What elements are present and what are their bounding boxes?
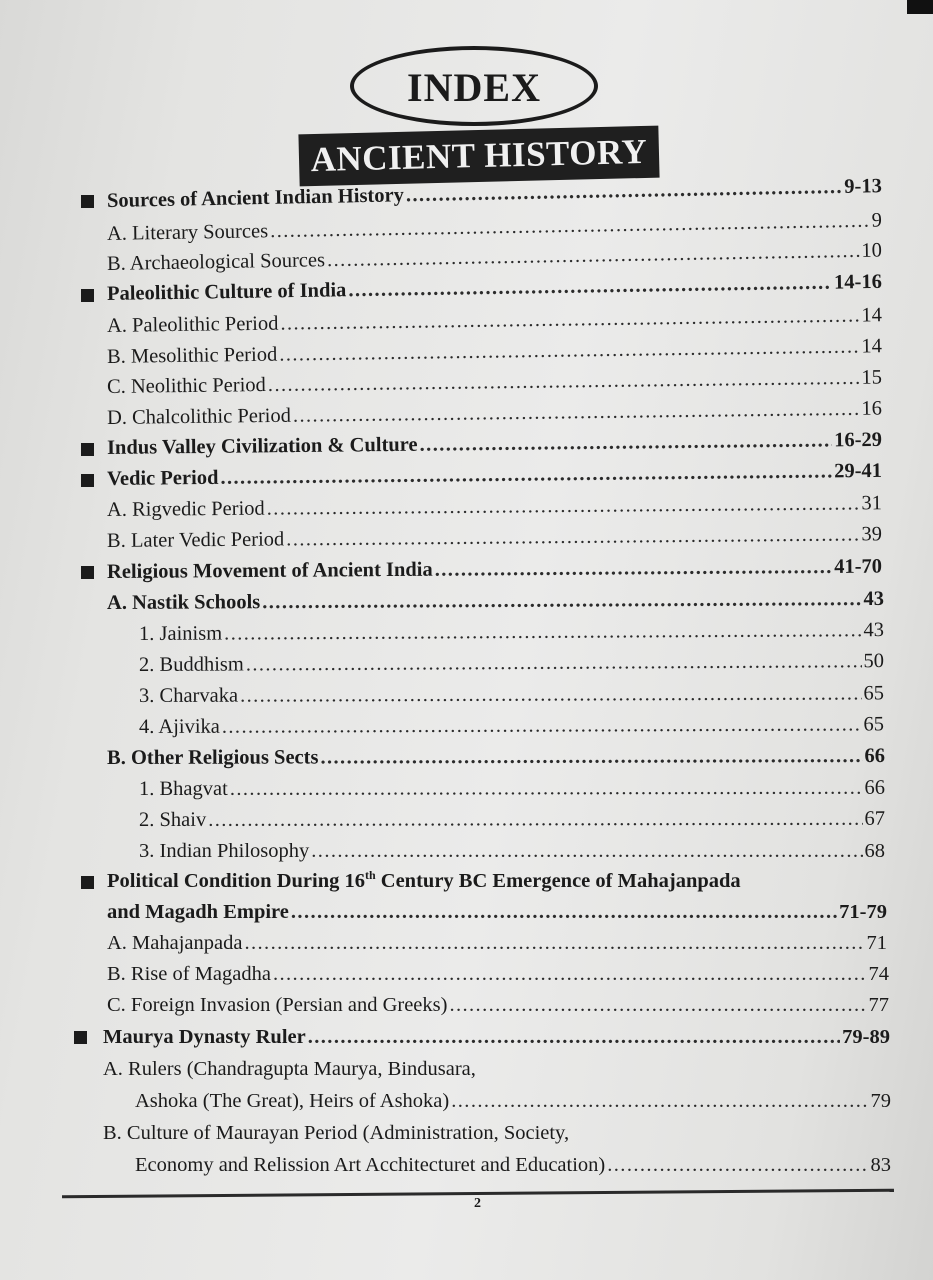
- dot-leader: [222, 711, 862, 739]
- entry-title: Sources of Ancient Indian History: [106, 184, 405, 212]
- entry-title: 2. Shaiv: [138, 808, 207, 831]
- entry-title: A. Literary Sources: [106, 220, 269, 245]
- entry-title: B. Later Vedic Period: [106, 528, 285, 552]
- bullet-icon: [81, 195, 94, 208]
- page-number: 2: [474, 1196, 481, 1211]
- toc-entry: [107, 458, 882, 492]
- section-banner: ANCIENT HISTORY: [298, 126, 659, 187]
- entry-page: 79: [870, 1090, 891, 1112]
- toc-entry: [107, 554, 882, 585]
- toc-entry: [139, 648, 884, 678]
- entry-title: Economy and Relission Art Acchitecturet and Education): [135, 1154, 606, 1176]
- toc-entry: [107, 899, 887, 925]
- toc-entry: [139, 617, 884, 647]
- entry-page: 29-41: [834, 459, 883, 483]
- dot-leader: [419, 427, 832, 457]
- entry-page: 16: [861, 397, 883, 420]
- entry-page: 68: [864, 840, 885, 862]
- entry-page: 71: [866, 932, 887, 954]
- entry-page: 10: [861, 239, 883, 262]
- entry-title-part: Political Condition During 16: [107, 870, 365, 892]
- dot-leader: [246, 648, 862, 677]
- entry-title: B. Other Religious Sects: [106, 746, 319, 769]
- entry-title: Maurya Dynasty Ruler: [103, 1026, 306, 1048]
- entry-page: 14: [861, 304, 883, 327]
- entry-page: 9-13: [844, 175, 883, 198]
- entry-title: C. Foreign Invasion (Persian and Greeks): [107, 994, 448, 1016]
- entry-title-part: Century BC Emergence of Mahajanpada: [375, 870, 741, 892]
- bullet-icon: [81, 876, 94, 889]
- dot-leader: [449, 992, 866, 1018]
- dot-leader: [435, 554, 833, 583]
- dot-leader: [220, 458, 832, 490]
- toc-entry: [135, 1088, 891, 1114]
- dot-leader: [244, 930, 864, 956]
- entry-page: 41-70: [834, 555, 883, 578]
- entry-page: 14-16: [833, 270, 883, 294]
- entry-title: 3. Charvaka: [138, 684, 239, 707]
- entry-title: A. Rigvedic Period: [106, 497, 265, 521]
- entry-title: Ashoka (The Great), Heirs of Ashoka): [135, 1090, 450, 1112]
- entry-title: A. Nastik Schools: [106, 591, 261, 614]
- dot-leader: [327, 238, 860, 273]
- entry-title: B. Rise of Magadha: [107, 963, 271, 985]
- entry-title-line: [107, 868, 741, 894]
- toc-entry: [107, 743, 885, 771]
- toc-entry: [107, 961, 889, 987]
- entry-title: 1. Bhagvat: [138, 777, 228, 800]
- entry-page: 31: [861, 492, 883, 515]
- entry-title: 1. Jainism: [138, 622, 223, 645]
- dot-leader: [273, 961, 867, 987]
- ordinal-suffix: th: [364, 868, 376, 883]
- corner-mark: [907, 0, 933, 14]
- toc-entry: [103, 1024, 890, 1050]
- index-oval-badge: [350, 46, 598, 126]
- bullet-icon: [74, 1031, 87, 1044]
- entry-title: B. Mesolithic Period: [106, 343, 278, 368]
- entry-title: D. Chalcolithic Period: [106, 404, 292, 429]
- toc-entry: [135, 1152, 891, 1178]
- bullet-icon: [81, 289, 94, 302]
- toc-entry: [139, 711, 884, 740]
- entry-title: Vedic Period: [106, 466, 219, 490]
- entry-page: 65: [863, 713, 885, 736]
- toc-entry: [107, 521, 882, 554]
- toc-entry: [139, 680, 884, 709]
- toc-entry: [107, 992, 889, 1018]
- toc-entry: [107, 365, 882, 400]
- dot-leader: [308, 1024, 840, 1050]
- entry-title: Religious Movement of Ancient India: [106, 558, 433, 583]
- entry-page: 43: [863, 587, 885, 611]
- dot-leader: [279, 333, 860, 367]
- toc-entry: [139, 838, 885, 864]
- entry-page: 66: [864, 744, 886, 768]
- entry-title: A. Mahajanpada: [107, 932, 243, 954]
- entry-title-line: A. Rulers (Chandragupta Maurya, Bindusara,: [103, 1058, 476, 1080]
- dot-leader: [240, 680, 862, 708]
- entry-page: 71-79: [839, 901, 887, 923]
- toc-entry: [107, 586, 884, 616]
- toc-entry: [107, 490, 882, 523]
- entry-page: 67: [864, 807, 886, 830]
- entry-title-line: B. Culture of Maurayan Period (Administration, Society,: [103, 1122, 570, 1144]
- entry-page: 43: [863, 619, 885, 642]
- toc-entry: [107, 333, 882, 370]
- bullet-icon: [81, 443, 94, 456]
- bullet-icon: [81, 566, 94, 579]
- entry-title: 3. Indian Philosophy: [139, 840, 310, 862]
- entry-title: Paleolithic Culture of India: [106, 279, 347, 305]
- dot-leader: [348, 270, 832, 304]
- dot-leader: [262, 586, 861, 615]
- entry-page: 74: [868, 963, 889, 985]
- entry-title: 4. Ajivika: [138, 715, 220, 738]
- entry-page: 79-89: [842, 1026, 890, 1048]
- toc-entry: [107, 427, 882, 461]
- bullet-icon: [81, 474, 94, 487]
- dot-leader: [311, 838, 862, 864]
- toc-entry: [107, 396, 882, 431]
- entry-title: B. Archaeological Sources: [106, 249, 326, 275]
- entry-page: 14: [861, 335, 883, 358]
- entry-page: 15: [861, 366, 883, 389]
- toc-entry: [107, 302, 882, 339]
- entry-title: C. Neolithic Period: [106, 374, 266, 398]
- entry-title: 2. Buddhism: [138, 653, 244, 676]
- dot-leader: [280, 302, 859, 336]
- entry-page: 39: [861, 523, 883, 546]
- dot-leader: [293, 396, 860, 429]
- toc-entry: [139, 775, 885, 802]
- toc-entry: [139, 806, 885, 833]
- entry-title: Indus Valley Civilization & Culture: [106, 433, 418, 459]
- entry-title: and Magadh Empire: [107, 901, 289, 923]
- dot-leader: [267, 490, 860, 521]
- entry-page: 9: [871, 209, 883, 232]
- entry-page: 50: [863, 650, 885, 673]
- entry-page: 66: [864, 776, 886, 799]
- dot-leader: [320, 743, 862, 770]
- entry-page: 65: [863, 682, 885, 705]
- dot-leader: [230, 775, 863, 802]
- dot-leader: [208, 806, 862, 833]
- dot-leader: [268, 365, 860, 398]
- dot-leader: [607, 1152, 868, 1178]
- index-title: INDEX: [407, 64, 541, 110]
- dot-leader: [224, 617, 861, 646]
- dot-leader: [291, 899, 837, 925]
- entry-title: A. Paleolithic Period: [106, 312, 279, 337]
- dot-leader: [451, 1088, 868, 1114]
- entry-page: 16-29: [834, 428, 883, 452]
- entry-page: 77: [868, 994, 889, 1016]
- entry-page: 83: [870, 1154, 891, 1176]
- dot-leader: [286, 521, 859, 552]
- toc-entry: [107, 930, 887, 956]
